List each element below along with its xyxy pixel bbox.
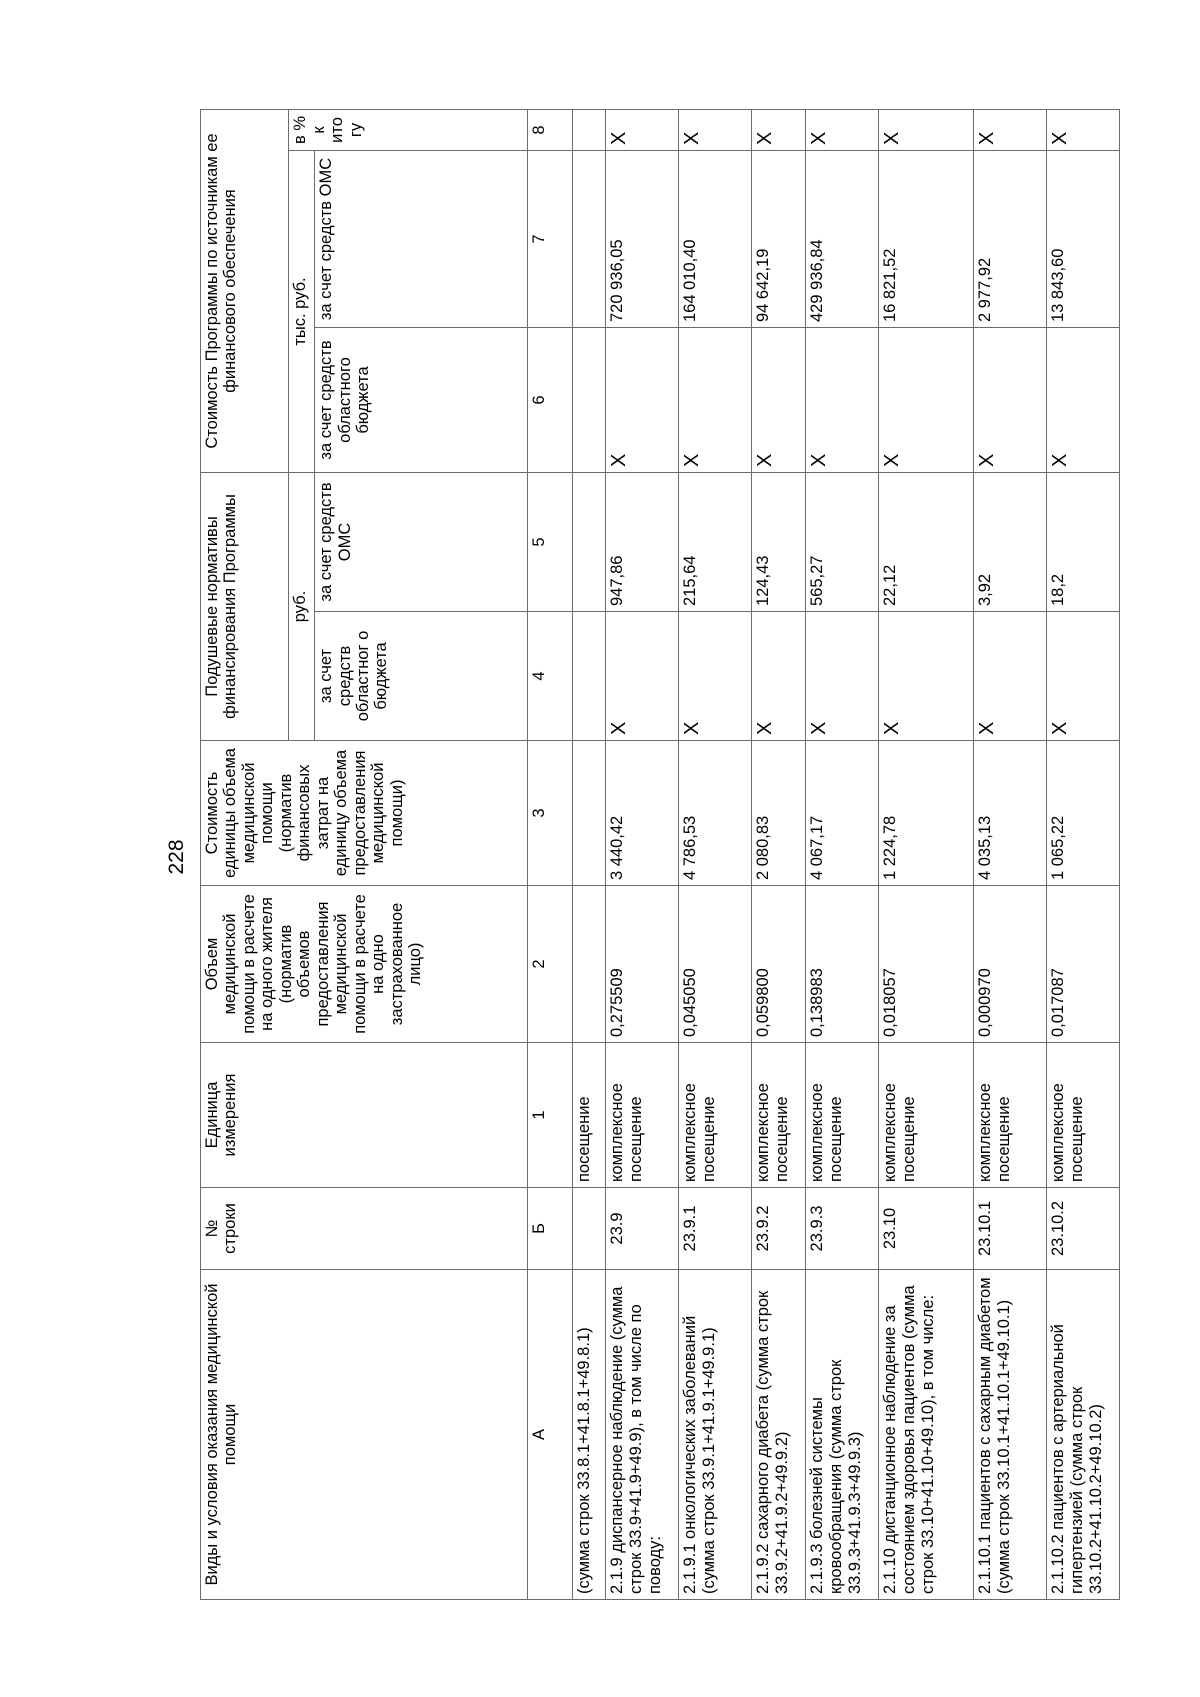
header-ths-rub: тыс. руб. — [289, 151, 315, 473]
cell-norm-oms: 947,86 — [605, 473, 678, 612]
cell-cost-oms: 429 936,84 — [805, 151, 878, 328]
cell-pct: X — [805, 109, 878, 150]
cell-line-no: 23.9.3 — [805, 1188, 878, 1270]
cell-volume: 0,275509 — [605, 886, 678, 1043]
colnum-3: 3 — [528, 741, 573, 886]
header-row-1 — [201, 109, 289, 1599]
cell-line-no: 23.9.1 — [678, 1188, 751, 1270]
colnum-a: А — [528, 1270, 573, 1600]
cell-unit: комплексное посещение — [878, 1043, 973, 1188]
cell-norm-oms: 124,43 — [751, 473, 805, 612]
cell-unit-cost: 1 224,78 — [878, 741, 973, 886]
cell-type: 2.1.10.1 пациентов с сахарным диабетом (сумма строк 33.10.1+41.10.1+49.10.1) — [973, 1270, 1046, 1600]
cell-unit-cost: 1 065,22 — [1046, 741, 1119, 886]
cell-norm-budget: X — [805, 612, 878, 741]
cell-unit: комплексное посещение — [805, 1043, 878, 1188]
cell-unit-cost: 4 035,13 — [973, 741, 1046, 886]
cell-cost-budget: X — [678, 328, 751, 473]
page-number: 228 — [165, 839, 188, 875]
cell-volume: 0,059800 — [751, 886, 805, 1043]
cell-volume: 0,017087 — [1046, 886, 1119, 1043]
cell-unit: комплексное посещение — [973, 1043, 1046, 1188]
colnum-8: 8 — [528, 109, 573, 150]
cell-cost-budget — [573, 328, 605, 473]
colnum-4: 4 — [528, 612, 573, 741]
table-row — [573, 109, 605, 1599]
financing-table — [200, 109, 1120, 1600]
cell-cost-oms: 94 642,19 — [751, 151, 805, 328]
cell-pct: X — [605, 109, 678, 150]
cell-cost-budget: X — [973, 328, 1046, 473]
cell-unit-cost: 3 440,42 — [605, 741, 678, 886]
cell-norm-budget: X — [973, 612, 1046, 741]
header-col-3: Стоимость единицы объема медицинской помощи (норматив финансовых затрат на единицу объема предоставления медицинской помощи) — [201, 741, 528, 886]
cell-cost-oms: 13 843,60 — [1046, 151, 1119, 328]
cell-line-no: 23.10.1 — [973, 1188, 1046, 1270]
cell-norm-budget: X — [605, 612, 678, 741]
rotated-table-wrapper — [200, 110, 1120, 1600]
cell-norm-oms: 565,27 — [805, 473, 878, 612]
table-row — [805, 109, 878, 1599]
cell-line-no: 23.9.2 — [751, 1188, 805, 1270]
cell-norm-oms: 215,64 — [678, 473, 751, 612]
cell-cost-oms: 720 936,05 — [605, 151, 678, 328]
cell-pct: X — [1046, 109, 1119, 150]
cell-cost-oms: 2 977,92 — [973, 151, 1046, 328]
cell-norm-budget: X — [878, 612, 973, 741]
cell-type: 2.1.9 диспансерное наблюдение (сумма строк 33.9+41.9+49.9), в том числе по поводу: — [605, 1270, 678, 1600]
cell-unit: комплексное посещение — [605, 1043, 678, 1188]
cell-unit-cost: 4 067,17 — [805, 741, 878, 886]
cell-norm-budget: X — [1046, 612, 1119, 741]
colnum-6: 6 — [528, 328, 573, 473]
header-col-6: за счет средств областного бюджета — [315, 328, 528, 473]
cell-unit-cost — [573, 741, 605, 886]
cell-volume: 0,000970 — [973, 886, 1046, 1043]
cell-cost-budget: X — [605, 328, 678, 473]
colnum-b: Б — [528, 1188, 573, 1270]
cell-type: 2.1.10.2 пациентов с артериальной гипертензией (сумма строк 33.10.2+41.10.2+49.10.2) — [1046, 1270, 1119, 1600]
table-row — [1046, 109, 1119, 1599]
cell-cost-oms: 16 821,52 — [878, 151, 973, 328]
header-per-capita-norms: Подушевые нормативы финансирования Программы — [201, 473, 289, 741]
cell-type: 2.1.9.1 онкологических заболеваний (сумма строк 33.9.1+41.9.1+49.9.1) — [678, 1270, 751, 1600]
cell-unit: комплексное посещение — [1046, 1043, 1119, 1188]
cell-norm-budget — [573, 612, 605, 741]
cell-line-no — [573, 1188, 605, 1270]
colnum-5: 5 — [528, 473, 573, 612]
cell-norm-oms: 3,92 — [973, 473, 1046, 612]
cell-cost-budget: X — [1046, 328, 1119, 473]
header-col-4: за счет средств областног о бюджета — [315, 612, 528, 741]
cell-pct: X — [678, 109, 751, 150]
table-row — [751, 109, 805, 1599]
cell-cost-budget: X — [751, 328, 805, 473]
cell-norm-oms: 22,12 — [878, 473, 973, 612]
cell-unit-cost: 4 786,53 — [678, 741, 751, 886]
table-row — [878, 109, 973, 1599]
header-col-b: № строки — [201, 1188, 528, 1270]
header-program-cost: Стоимость Программы по источникам ее финансового обеспечения — [201, 109, 289, 472]
header-col-1: Единица измерения — [201, 1043, 528, 1188]
cell-norm-budget: X — [751, 612, 805, 741]
colnum-7: 7 — [528, 151, 573, 328]
cell-unit: посещение — [573, 1043, 605, 1188]
cell-pct: X — [751, 109, 805, 150]
cell-pct: X — [973, 109, 1046, 150]
cell-line-no: 23.9 — [605, 1188, 678, 1270]
cell-volume — [573, 886, 605, 1043]
header-col-5: за счет средств ОМС — [315, 473, 528, 612]
cell-unit: комплексное посещение — [751, 1043, 805, 1188]
colnum-1: 1 — [528, 1043, 573, 1188]
cell-norm-budget: X — [678, 612, 751, 741]
cell-line-no: 23.10 — [878, 1188, 973, 1270]
table-row — [678, 109, 751, 1599]
header-col-a: Виды и условия оказания медицинской помощи — [201, 1270, 528, 1600]
cell-cost-budget: X — [805, 328, 878, 473]
table-row — [973, 109, 1046, 1599]
cell-volume: 0,045050 — [678, 886, 751, 1043]
header-col-2: Объем медицинской помощи в расчете на одного жителя (норматив объемов предоставления медицинской помощи в расчете на одно застрахованное лицо) — [201, 886, 528, 1043]
table-row — [605, 109, 678, 1599]
header-pct-total: в % к итогу — [289, 109, 528, 150]
cell-unit-cost: 2 080,83 — [751, 741, 805, 886]
cell-pct — [573, 109, 605, 150]
cell-cost-budget: X — [878, 328, 973, 473]
cell-pct: X — [878, 109, 973, 150]
cell-norm-oms: 18,2 — [1046, 473, 1119, 612]
cell-norm-oms — [573, 473, 605, 612]
header-col-7: за счет средств ОМС — [315, 151, 528, 328]
cell-volume: 0,138983 — [805, 886, 878, 1043]
cell-unit: комплексное посещение — [678, 1043, 751, 1188]
cell-cost-oms: 164 010,40 — [678, 151, 751, 328]
column-number-row — [528, 109, 573, 1599]
cell-type: 2.1.9.3 болезней системы кровообращения (сумма строк 33.9.3+41.9.3+49.9.3) — [805, 1270, 878, 1600]
cell-type: 2.1.9.2 сахарного диабета (сумма строк 33.9.2+41.9.2+49.9.2) — [751, 1270, 805, 1600]
cell-type: (сумма строк 33.8.1+41.8.1+49.8.1) — [573, 1270, 605, 1600]
colnum-2: 2 — [528, 886, 573, 1043]
header-rub: руб. — [289, 473, 315, 741]
cell-type: 2.1.10 дистанционное наблюдение за состоянием здоровья пациентов (сумма строк 33.10+41.10+49.10), в том числе: — [878, 1270, 973, 1600]
cell-line-no: 23.10.2 — [1046, 1188, 1119, 1270]
cell-cost-oms — [573, 151, 605, 328]
cell-volume: 0,018057 — [878, 886, 973, 1043]
